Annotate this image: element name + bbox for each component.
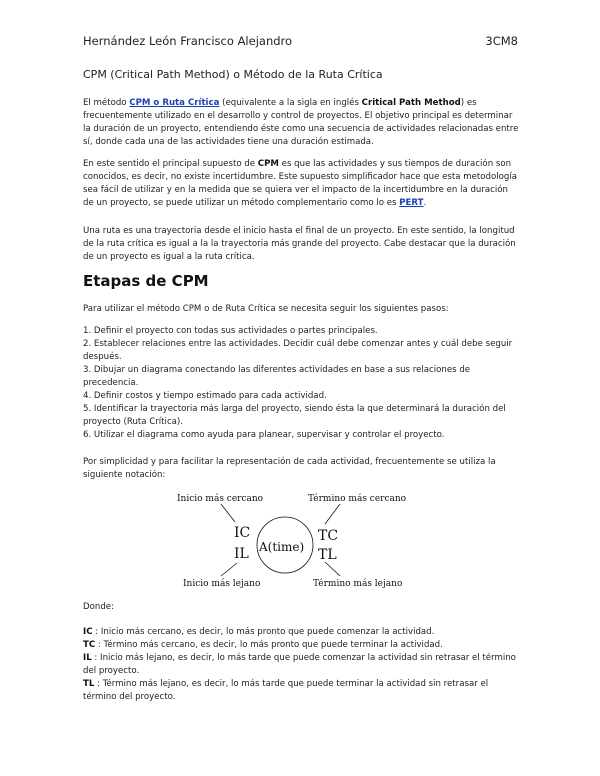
activity-time-label: A(time) xyxy=(259,540,305,554)
intro-p1-text-b: (equivalente a la sigla en inglés xyxy=(219,98,362,108)
definitions-list xyxy=(83,626,523,704)
pert-link[interactable]: PERT xyxy=(399,198,424,208)
cpm-link[interactable]: CPM o Ruta Crítica xyxy=(129,98,220,108)
label-inicio-mas-cercano: Inicio más cercano xyxy=(177,494,264,504)
tc-label: TC xyxy=(318,528,339,544)
label-termino-mas-lejano: Término más lejano xyxy=(313,579,403,589)
ic-label: IC xyxy=(234,525,251,541)
definition-term: IC xyxy=(83,627,93,637)
intro-p2-text-b: es que las actividades y sus tiempos de duración son conocidos, es decir, no existe incertidumbre. Este supuesto simplificador hace que esta metodología sea fácil de utilizar y en la medida que se quiera ver el impacto de la incertidumbre en la duración de un proyecto, se puede utilizar un método complementario como lo es xyxy=(83,159,518,208)
donde-label: Donde: xyxy=(83,602,114,612)
intro-paragraph-1 xyxy=(83,97,519,149)
label-inicio-mas-lejano: Inicio más lejano xyxy=(183,579,261,589)
il-label: IL xyxy=(234,546,249,562)
document-title: CPM (Critical Path Method) o Método de la Ruta Crítica xyxy=(83,68,383,81)
header-author: Hernández León Francisco Alejandro xyxy=(83,34,293,48)
intro-paragraph-2 xyxy=(83,158,519,210)
notation-intro: Por simplicidad y para facilitar la representación de cada actividad, frecuentemente se utiliza la siguiente notación: xyxy=(83,457,496,480)
step-item: 2. Establecer relaciones entre las actividades. Decidir cuál debe comenzar antes y cuál debe seguir después. xyxy=(83,339,513,362)
step-item: 1. Definir el proyecto con todas sus actividades o partes principales. xyxy=(83,326,378,336)
intro-p2-text-c: . xyxy=(423,198,427,208)
step-item: 5. Identificar la trayectoria más larga del proyecto, siendo ésta la que determinará la duración del proyecto (Ruta Crítica). xyxy=(83,404,506,427)
definition-text: : Inicio más lejano, es decir, lo más tarde que puede comenzar la actividad sin retrasar el término del proyecto. xyxy=(83,653,516,676)
header-group: 3CM8 xyxy=(485,34,518,48)
definition-text: : Inicio más cercano, es decir, lo más pronto que puede comenzar la actividad. xyxy=(92,627,435,637)
intro-paragraph-3: Una ruta es una trayectoria desde el inicio hasta el final de un proyecto. En este sentido, la longitud de la ruta crítica es igual a la la trayectoria más grande del proyecto. Cabe destacar que la duración de un proyecto es igual a la ruta crítica. xyxy=(83,226,516,262)
intro-p1-text-a: El método xyxy=(83,98,130,108)
steps-list xyxy=(83,325,519,442)
arrow-ic xyxy=(221,504,235,522)
definition-item xyxy=(83,639,523,652)
definition-text: : Término más cercano, es decir, lo más pronto que puede terminar la actividad. xyxy=(95,640,443,650)
definition-item xyxy=(83,626,523,639)
intro-p1-bold: Critical Path Method xyxy=(361,98,461,108)
tl-label: TL xyxy=(318,547,337,563)
definition-text: : Término más lejano, es decir, lo más tarde que puede terminar la actividad sin retrasar el término del proyecto. xyxy=(83,679,489,702)
intro-p1-text-c: ) es frecuentemente utilizado en el desarrollo y control de proyectos. El objetivo principal es determinar la duración de un proyecto, entendiendo éste como una secuencia de actividades relacionadas entre sí, donde cada una de las actividades tiene una duración estimada. xyxy=(83,98,519,147)
step-item: 6. Utilizar el diagrama como ayuda para planear, supervisar y controlar el proyecto. xyxy=(83,430,445,440)
arrow-il xyxy=(221,563,237,576)
section-title: Etapas de CPM xyxy=(83,272,209,290)
activity-notation-diagram xyxy=(175,490,415,590)
intro-p2-text-a: En este sentido el principal supuesto de xyxy=(83,159,258,169)
intro-p2-bold: CPM xyxy=(257,159,279,169)
definition-item xyxy=(83,678,523,704)
arrow-tl xyxy=(325,562,340,576)
label-termino-mas-cercano: Término más cercano xyxy=(308,494,407,504)
step-item: 3. Dibujar un diagrama conectando las diferentes actividades en base a sus relaciones de precedencia. xyxy=(83,365,471,388)
steps-intro: Para utilizar el método CPM o de Ruta Crítica se necesita seguir los siguientes pasos: xyxy=(83,304,449,314)
definition-term: TL xyxy=(83,679,95,689)
step-item: 4. Definir costos y tiempo estimado para cada actividad. xyxy=(83,391,327,401)
definition-term: IL xyxy=(83,653,92,663)
definition-item xyxy=(83,652,523,678)
definition-term: TC xyxy=(83,640,96,650)
arrow-tc xyxy=(325,504,340,524)
